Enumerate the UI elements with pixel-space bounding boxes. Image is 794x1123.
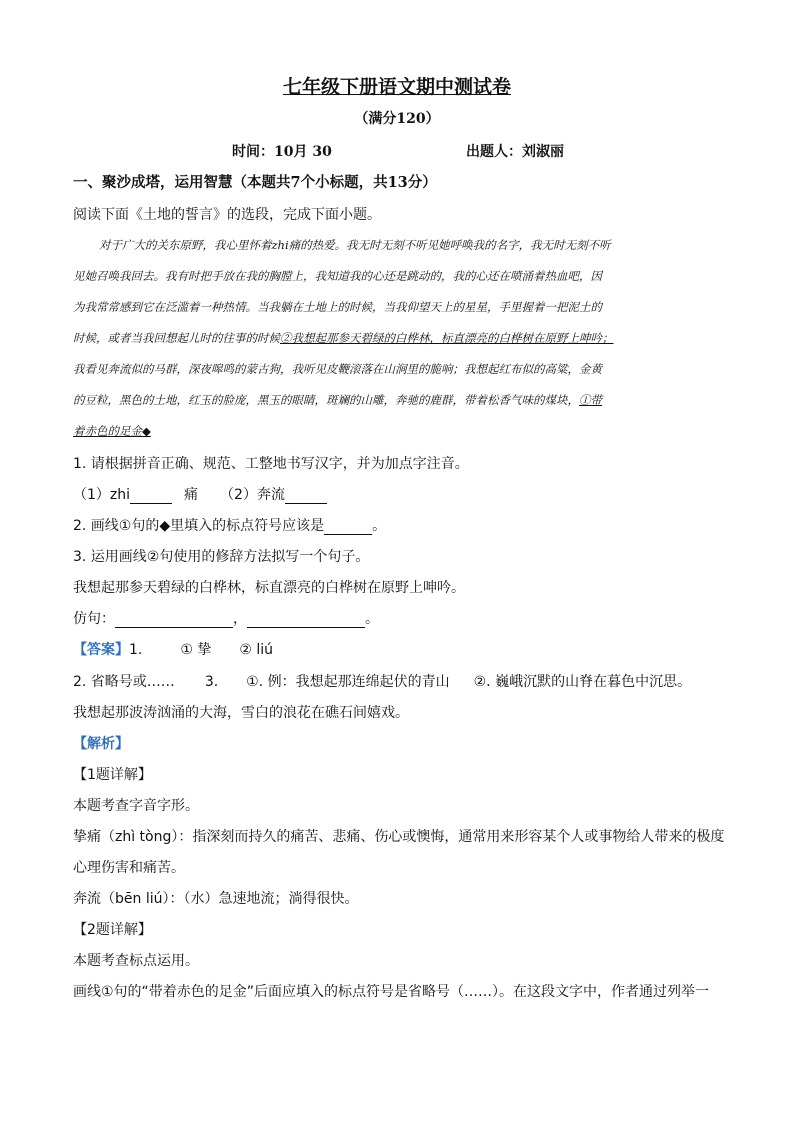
section-heading: 一、聚沙成塔，运用智慧（本题共7个小标题，共13分） <box>73 174 437 191</box>
detail-heading-2: 【2题详解】 <box>73 922 152 938</box>
answer-3-number: 3. <box>204 674 219 690</box>
passage-line <box>73 385 723 416</box>
answer-blank[interactable] <box>324 520 372 535</box>
answer-line-1 <box>73 641 273 659</box>
q1a-label: （1）zhi <box>73 487 131 503</box>
q1a-char: 痛 <box>184 487 199 503</box>
page-title: 七年级下册语文期中测试卷 <box>282 76 511 98</box>
comma: ， <box>233 611 247 627</box>
answer-2: 2. 省略号或…… <box>73 674 175 690</box>
q2-text: 2. 画线①句的◆里填入的标点符号应该是 <box>73 518 325 534</box>
exam-time: 时间：10月 30 <box>232 144 332 160</box>
passage-line: 对于广大的关东原野，我心里怀着zhi痛的热爱。我无时无刻不听见她呼唤我的名字，我无时无刻不听 <box>99 238 611 252</box>
passage-text: 的豆粒，黑色的土地，红玉的脸庞，黑玉的眼睛，斑斓的山雕，奔驰的鹿群，带着松香气味的煤块， <box>73 393 579 407</box>
passage-line <box>73 323 723 354</box>
question-1: 1. 请根据拼音正确、规范、工整地书写汉字，并为加点字注音。 <box>73 456 469 472</box>
question-1-items <box>73 486 327 504</box>
underlined-sentence-1: ①带 <box>579 393 602 407</box>
passage-text: 时候，或者当我回想起儿时的往事的时候 <box>73 331 280 345</box>
detail-2-text: 本题考查标点运用。 <box>73 953 199 969</box>
passage-line: 我看见奔流似的马群，深夜嗥鸣的蒙古狗，我听见皮鞭滚落在山涧里的脆响；我想起红布似的高粱，金黄 <box>73 362 602 376</box>
detail-1-word-2: 奔流（bēn liú）：（水）急速地流；淌得很快。 <box>73 891 359 907</box>
answer-line-2 <box>73 673 691 691</box>
analysis-tag: 【解析】 <box>73 736 129 752</box>
detail-1-word-1: 挚痛（zhì tòng）：指深刻而持久的痛苦、悲痛、伤心或懊悔，通常用来形容某个人或事物给人带来的极度 <box>73 829 725 845</box>
score-note: （满分120） <box>354 111 440 127</box>
q2-end: 。 <box>372 518 387 534</box>
detail-2-body: 画线①句的“带着赤色的足金”后面应填入的标点符号是省略号（……）。在这段文字中，作者通过列举一 <box>73 984 710 1000</box>
underlined-sentence-1-end: 着赤色的足金◆ <box>73 424 151 438</box>
section-intro: 阅读下面《土地的誓言》的选段，完成下面小题。 <box>73 207 381 223</box>
answer-blank[interactable] <box>115 613 233 628</box>
question-3: 3. 运用画线②句使用的修辞方法拟写一个句子。 <box>73 549 370 565</box>
answer-1-1: ① 挚 <box>180 642 212 658</box>
question-2 <box>73 517 386 535</box>
detail-heading-1: 【1题详解】 <box>73 767 152 783</box>
answer-blank[interactable] <box>285 489 327 504</box>
imitate-label: 仿句： <box>73 611 115 627</box>
answer-blank[interactable] <box>247 613 365 628</box>
passage-line: 为我常常感到它在泛滥着一种热情。当我躺在土地上的时候，当我仰望天上的星星，手里握着一把泥土的 <box>73 300 602 314</box>
period: 。 <box>365 611 379 627</box>
reading-passage <box>73 230 723 447</box>
answer-1-number: 1. <box>129 642 143 658</box>
answer-3-2: ②. 巍峨沉默的山脊在暮色中沉思。 <box>473 674 692 690</box>
q1b-label: （2）奔流 <box>220 487 285 503</box>
underlined-sentence-2: ②我想起那参天碧绿的白桦林，标直漂亮的白桦树在原野上呻吟； <box>280 331 614 345</box>
example-sentence: 我想起那参天碧绿的白桦林，标直漂亮的白桦树在原野上呻吟。 <box>73 580 465 596</box>
detail-1-text: 本题考查字音字形。 <box>73 798 199 814</box>
exam-author: 出题人：刘淑丽 <box>466 144 564 160</box>
answer-tag: 【答案】 <box>73 642 129 658</box>
answer-line-3: 我想起那波涛汹涌的大海，雪白的浪花在礁石间嬉戏。 <box>73 705 409 721</box>
answer-3-1: ①. 例：我想起那连绵起伏的青山 <box>246 674 450 690</box>
answer-1-2: ② liú <box>239 642 274 658</box>
imitation-line <box>73 610 379 628</box>
passage-line: 见她召唤我回去。我有时把手放在我的胸膛上，我知道我的心还是跳动的，我的心还在喷涌着热血吧，因 <box>73 269 602 283</box>
answer-blank[interactable] <box>130 489 172 504</box>
detail-1-word-1-cont: 心理伤害和痛苦。 <box>73 860 185 876</box>
